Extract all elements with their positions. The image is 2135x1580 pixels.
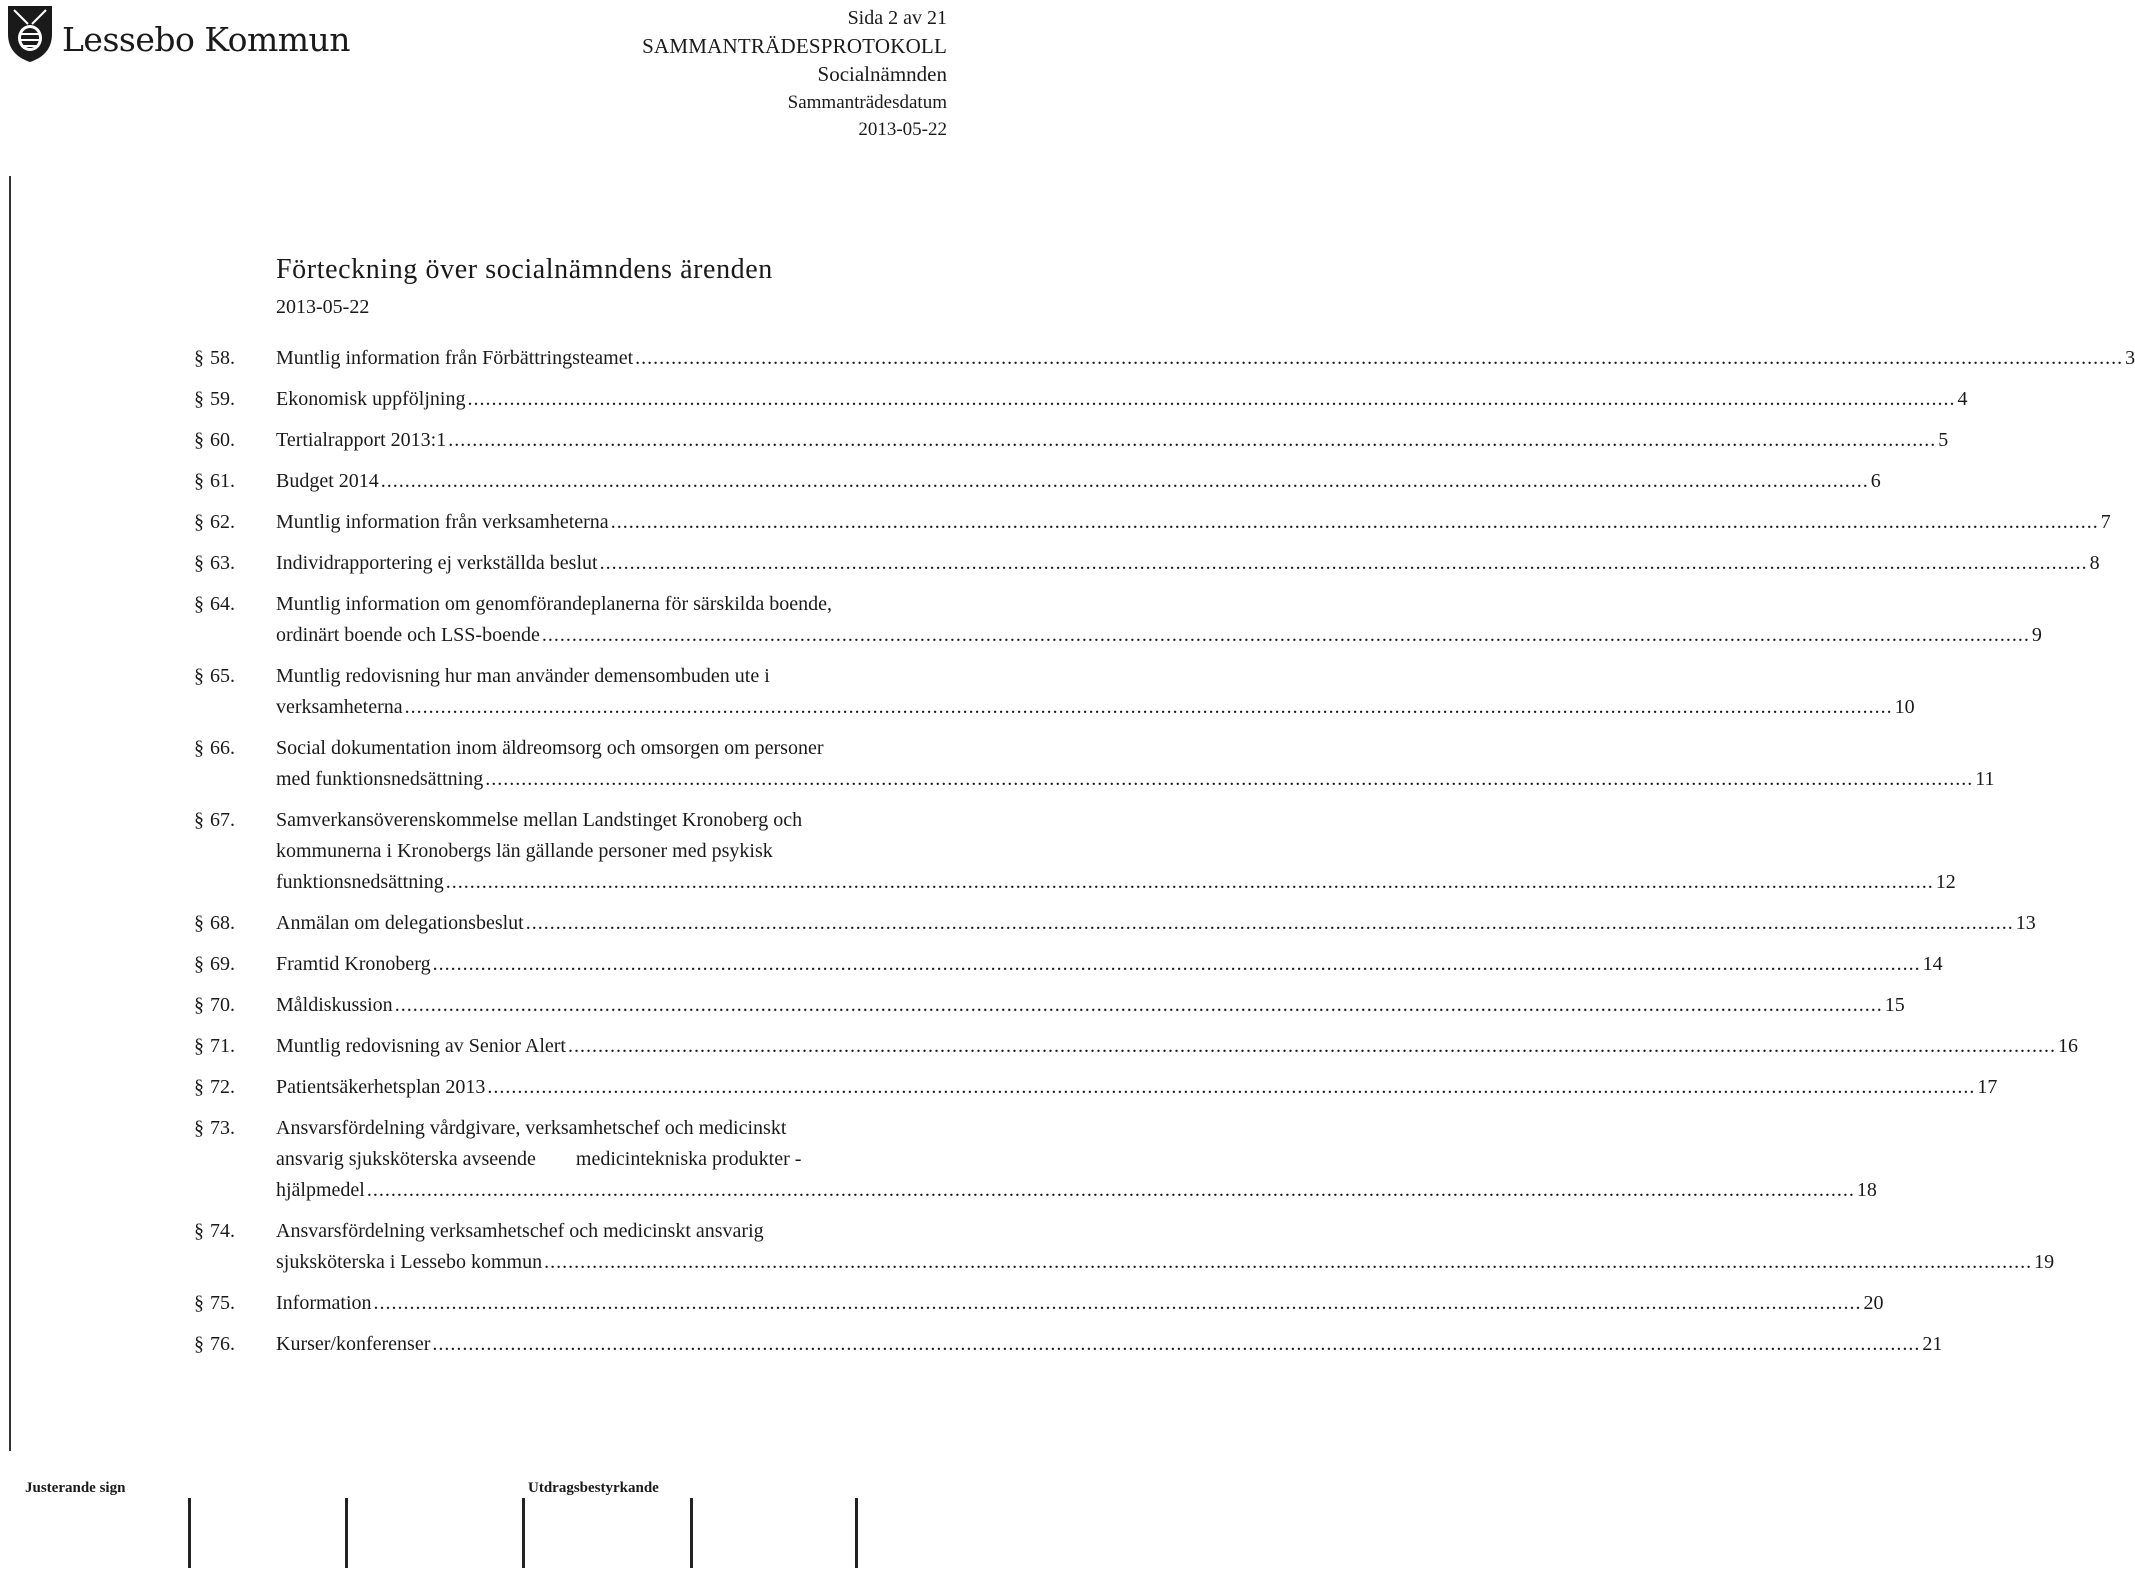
- toc-entry: [194, 908, 2036, 939]
- logo-wordmark: Lessebo Kommun: [62, 19, 351, 59]
- toc-page-number: 13: [2015, 912, 2036, 934]
- toc-entry-title: Muntlig information från verksamheterna: [276, 511, 609, 533]
- section-symbol: §: [194, 470, 204, 492]
- footer-justerande-sign: Justerande sign: [25, 1480, 126, 1496]
- toc-page-number: 20: [1863, 1292, 1884, 1314]
- signature-divider: [855, 1498, 858, 1568]
- meeting-date-label: Sammanträdesdatum: [787, 92, 947, 113]
- toc-number-text: 74.: [210, 1220, 235, 1242]
- toc-entry: [194, 733, 1995, 795]
- section-symbol: §: [194, 1333, 204, 1355]
- signature-divider: [188, 1498, 191, 1568]
- toc-entry: [194, 548, 2100, 579]
- toc-entry-title: Muntlig information från Förbättringsteamet: [276, 347, 634, 369]
- toc-entry: [194, 384, 1968, 415]
- toc-entry-title: Kurser/konferenser: [276, 1333, 431, 1355]
- toc-entry-title: Ekonomisk uppföljning: [276, 388, 466, 410]
- toc-entry-title: Muntlig redovisning hur man använder demensombuden ute i: [276, 665, 770, 687]
- toc-number-text: 67.: [210, 809, 235, 831]
- toc-entry-number: [194, 1113, 276, 1206]
- toc-page-number: 4: [1957, 388, 1968, 410]
- toc-number-text: 62.: [210, 511, 235, 533]
- dot-leader: [433, 949, 1921, 980]
- toc-entry-title: Patientsäkerhetsplan 2013: [276, 1076, 486, 1098]
- toc-entry: [194, 507, 2111, 538]
- toc-entry-line: [276, 805, 1956, 836]
- dot-leader: [395, 990, 1883, 1021]
- toc-entry-number: [194, 661, 276, 723]
- toc-entry-number: [194, 949, 276, 980]
- toc-entry-title: ansvarig sjuksköterska avseende medicintekniska produkter -: [276, 1148, 802, 1170]
- dot-leader: [526, 908, 2014, 939]
- section-symbol: §: [194, 953, 204, 975]
- toc-entry-line: [276, 466, 1881, 497]
- toc-entry-line: [276, 1329, 1942, 1360]
- signature-divider: [345, 1498, 348, 1568]
- section-symbol: §: [194, 511, 204, 533]
- toc-entry: [194, 805, 1956, 898]
- toc-entry-number: [194, 1072, 276, 1103]
- toc-entry-line: [276, 1031, 2078, 1062]
- toc-entry: [194, 1329, 1943, 1360]
- dot-leader: [544, 1247, 2032, 1278]
- section-symbol: §: [194, 1035, 204, 1057]
- toc-entry-body: [276, 1288, 1884, 1319]
- coat-of-arms-icon: [6, 2, 54, 64]
- toc-entry-number: [194, 908, 276, 939]
- toc-entry-number: [194, 1329, 276, 1360]
- toc-entry-line: [276, 1216, 2054, 1247]
- toc-page-number: 18: [1856, 1179, 1877, 1201]
- toc-number-text: 65.: [210, 665, 235, 687]
- toc-entry-number: [194, 343, 276, 374]
- dot-leader: [485, 764, 1973, 795]
- toc-entry-line: [276, 1072, 1997, 1103]
- meeting-date: 2013-05-22: [858, 119, 947, 140]
- toc-entry-line: [276, 836, 1956, 867]
- toc-entry: [194, 1113, 1877, 1206]
- section-symbol: §: [194, 388, 204, 410]
- dot-leader: [467, 384, 1955, 415]
- dot-leader: [487, 1072, 1975, 1103]
- toc-entry-title: Budget 2014: [276, 470, 379, 492]
- toc-entry-line: [276, 990, 1905, 1021]
- section-symbol: §: [194, 429, 204, 451]
- toc-number-text: 61.: [210, 470, 235, 492]
- dot-leader: [405, 692, 1893, 723]
- dot-leader: [448, 425, 1936, 456]
- toc-page-number: 21: [1922, 1333, 1943, 1355]
- toc-entry-line: [276, 1144, 1877, 1175]
- dot-leader: [381, 466, 1869, 497]
- dot-leader: [542, 620, 2030, 651]
- toc-entry-title: Individrapportering ej verkställda beslut: [276, 552, 598, 574]
- section-symbol: §: [194, 347, 204, 369]
- toc-entry-line: [276, 507, 2111, 538]
- dot-leader: [568, 1031, 2056, 1062]
- section-symbol: §: [194, 593, 204, 615]
- dot-leader: [432, 1329, 1920, 1360]
- toc-entry-body: [276, 589, 2042, 651]
- page-subtitle-date: 2013-05-22: [276, 296, 370, 318]
- toc-entry-title: hjälpmedel: [276, 1179, 365, 1201]
- document-header: [642, 8, 947, 139]
- toc-entry-number: [194, 1031, 276, 1062]
- section-symbol: §: [194, 1220, 204, 1242]
- toc-page-number: 15: [1884, 994, 1905, 1016]
- committee-name: Socialnämnden: [817, 62, 947, 86]
- toc-entry-title: Samverkansöverenskommelse mellan Landstinget Kronoberg och: [276, 809, 803, 831]
- toc-entry-line: [276, 692, 1915, 723]
- toc-entry-line: [276, 661, 1915, 692]
- toc-entry-number: [194, 507, 276, 538]
- toc-entry-number: [194, 733, 276, 795]
- toc-entry-line: [276, 949, 1943, 980]
- dot-leader: [446, 867, 1934, 898]
- page-title: Förteckning över socialnämndens ärenden: [276, 254, 773, 285]
- footer-utdragsbestyrkande: Utdragsbestyrkande: [528, 1480, 659, 1496]
- toc-number-text: 59.: [210, 388, 235, 410]
- toc-entry-title: Muntlig redovisning av Senior Alert: [276, 1035, 566, 1057]
- toc-entry-number: [194, 990, 276, 1021]
- toc-page-number: 8: [2089, 552, 2100, 574]
- toc-entry-line: [276, 425, 1948, 456]
- toc-entry-body: [276, 343, 2135, 374]
- toc-entry-body: [276, 1216, 2054, 1278]
- toc-number-text: 63.: [210, 552, 235, 574]
- toc-page-number: 9: [2031, 624, 2042, 646]
- toc-number-text: 76.: [210, 1333, 235, 1355]
- signature-divider: [690, 1498, 693, 1568]
- toc-page-number: 10: [1894, 696, 1915, 718]
- dot-leader: [635, 343, 2123, 374]
- toc-entry: [194, 1072, 1998, 1103]
- toc-entry-body: [276, 661, 1915, 723]
- toc-entry-title: ordinärt boende och LSS-boende: [276, 624, 540, 646]
- toc-number-text: 72.: [210, 1076, 235, 1098]
- toc-entry-line: [276, 1175, 1877, 1206]
- toc-entry-line: [276, 908, 2036, 939]
- section-symbol: §: [194, 809, 204, 831]
- toc-page-number: 16: [2057, 1035, 2078, 1057]
- toc-page-number: 17: [1977, 1076, 1998, 1098]
- toc-entry-title: kommunerna i Kronobergs län gällande personer med psykisk: [276, 840, 773, 862]
- toc-entry-title: verksamheterna: [276, 696, 403, 718]
- toc-entry-body: [276, 1072, 1997, 1103]
- toc-entry-title: Ansvarsfördelning vårdgivare, verksamhetschef och medicinskt: [276, 1117, 787, 1139]
- toc-entry-number: [194, 384, 276, 415]
- toc-entry-number: [194, 1288, 276, 1319]
- toc-entry-body: [276, 548, 2100, 579]
- toc-page-number: 5: [1938, 429, 1949, 451]
- section-symbol: §: [194, 552, 204, 574]
- toc-entry-line: [276, 867, 1956, 898]
- section-symbol: §: [194, 1117, 204, 1139]
- toc-entry-body: [276, 949, 1943, 980]
- toc-entry-title: med funktionsnedsättning: [276, 768, 484, 790]
- toc-entry-line: [276, 589, 2042, 620]
- toc-entry-line: [276, 1113, 1877, 1144]
- toc-entry-body: [276, 466, 1881, 497]
- toc-entry-line: [276, 343, 2135, 374]
- toc-number-text: 70.: [210, 994, 235, 1016]
- toc-entry-body: [276, 733, 1994, 795]
- toc-entry-title: sjuksköterska i Lessebo kommun: [276, 1251, 543, 1273]
- section-symbol: §: [194, 994, 204, 1016]
- toc-entry-body: [276, 1113, 1877, 1206]
- toc-number-text: 64.: [210, 593, 235, 615]
- toc-number-text: 66.: [210, 737, 235, 759]
- municipality-logo: [6, 2, 350, 64]
- toc-entry: [194, 1288, 1884, 1319]
- toc-entry-body: [276, 425, 1948, 456]
- toc-entry: [194, 1031, 2078, 1062]
- toc-entry-line: [276, 1247, 2054, 1278]
- toc-page-number: 3: [2125, 347, 2135, 369]
- toc-number-text: 75.: [210, 1292, 235, 1314]
- toc-number-text: 69.: [210, 953, 235, 975]
- section-symbol: §: [194, 737, 204, 759]
- section-symbol: §: [194, 665, 204, 687]
- toc-entry-body: [276, 805, 1956, 898]
- toc-entry-title: Ansvarsfördelning verksamhetschef och medicinskt ansvarig: [276, 1220, 764, 1242]
- toc-entry: [194, 990, 1905, 1021]
- toc-entry-title: Måldiskussion: [276, 994, 393, 1016]
- toc-entry-title: Anmälan om delegationsbeslut: [276, 912, 524, 934]
- section-symbol: §: [194, 1076, 204, 1098]
- toc-entry-title: Information: [276, 1292, 372, 1314]
- toc-entry-body: [276, 908, 2036, 939]
- dot-leader: [374, 1288, 1862, 1319]
- toc-entry-number: [194, 425, 276, 456]
- toc-entry: [194, 343, 2135, 374]
- toc-entry: [194, 949, 1943, 980]
- toc-entry-line: [276, 620, 2042, 651]
- toc-entry: [194, 425, 1949, 456]
- toc-number-text: 73.: [210, 1117, 235, 1139]
- toc-entry: [194, 466, 1881, 497]
- toc-entry-title: Framtid Kronoberg: [276, 953, 431, 975]
- toc-entry: [194, 589, 2042, 651]
- margin-rule: [9, 176, 11, 1451]
- toc-entry-number: [194, 589, 276, 651]
- toc-entry-line: [276, 1288, 1884, 1319]
- protocol-title: SAMMANTRÄDESPROTOKOLL: [642, 34, 947, 58]
- toc-entry-body: [276, 1329, 1942, 1360]
- toc-entry-body: [276, 384, 1967, 415]
- toc-number-text: 68.: [210, 912, 235, 934]
- toc-entry-title: Social dokumentation inom äldreomsorg och omsorgen om personer: [276, 737, 824, 759]
- toc-entry-title: funktionsnedsättning: [276, 871, 444, 893]
- dot-leader: [611, 507, 2099, 538]
- toc-page-number: 6: [1870, 470, 1881, 492]
- toc-entry: [194, 1216, 2055, 1278]
- toc-entry-body: [276, 507, 2111, 538]
- toc-page-number: 12: [1935, 871, 1956, 893]
- table-of-contents: [194, 343, 2135, 1370]
- toc-entry-number: [194, 1216, 276, 1278]
- dot-leader: [367, 1175, 1855, 1206]
- toc-number-text: 58.: [210, 347, 235, 369]
- toc-page-number: 19: [2034, 1251, 2055, 1273]
- toc-entry-number: [194, 548, 276, 579]
- toc-number-text: 60.: [210, 429, 235, 451]
- section-symbol: §: [194, 1292, 204, 1314]
- toc-entry-line: [276, 384, 1967, 415]
- toc-page-number: 7: [2100, 511, 2111, 533]
- dot-leader: [600, 548, 2088, 579]
- toc-entry-body: [276, 1031, 2078, 1062]
- toc-entry-number: [194, 805, 276, 898]
- signature-divider: [522, 1498, 525, 1568]
- toc-page-number: 11: [1975, 768, 1995, 790]
- toc-entry-line: [276, 548, 2100, 579]
- page-indicator: Sida 2 av 21: [847, 7, 947, 29]
- toc-entry: [194, 661, 1915, 723]
- toc-entry-number: [194, 466, 276, 497]
- toc-page-number: 14: [1922, 953, 1943, 975]
- toc-entry-body: [276, 990, 1905, 1021]
- section-symbol: §: [194, 912, 204, 934]
- toc-entry-title: Muntlig information om genomförandeplanerna för särskilda boende,: [276, 593, 832, 615]
- toc-number-text: 71.: [210, 1035, 235, 1057]
- toc-entry-line: [276, 733, 1994, 764]
- toc-entry-title: Tertialrapport 2013:1: [276, 429, 447, 451]
- toc-entry-line: [276, 764, 1994, 795]
